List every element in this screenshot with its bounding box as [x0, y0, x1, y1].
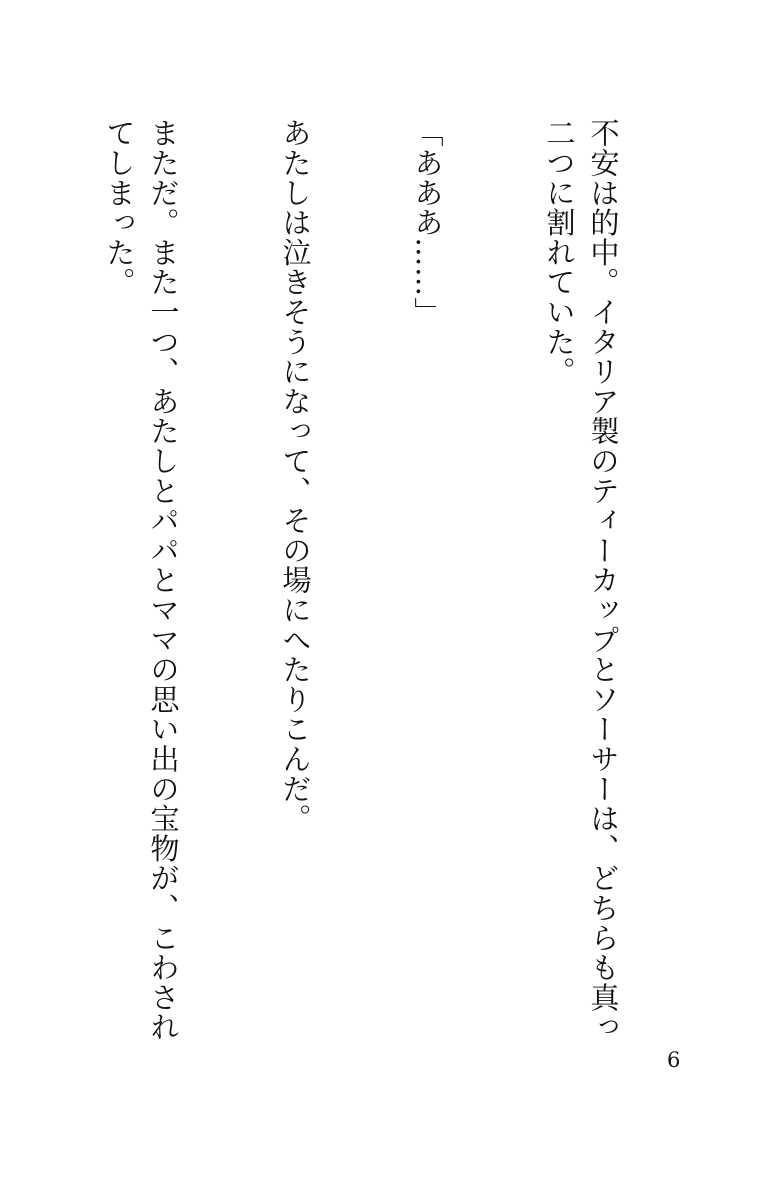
vertical-text-body	[53, 118, 713, 1048]
page-number: 6	[667, 1048, 681, 1072]
paragraph: まただ。また一つ、あたしとパパとママの思い出の宝物が、こわされてしまった。	[102, 118, 180, 1042]
paragraph: 「あああ……」	[410, 118, 444, 327]
paragraph: あたしは泣きそうになって、その場にへたりこんだ。	[278, 118, 312, 834]
paragraph: 不安は的中。イタリア製のティーカップとソーサーは、どちらも真っ二つに割れていた。	[542, 118, 620, 1042]
